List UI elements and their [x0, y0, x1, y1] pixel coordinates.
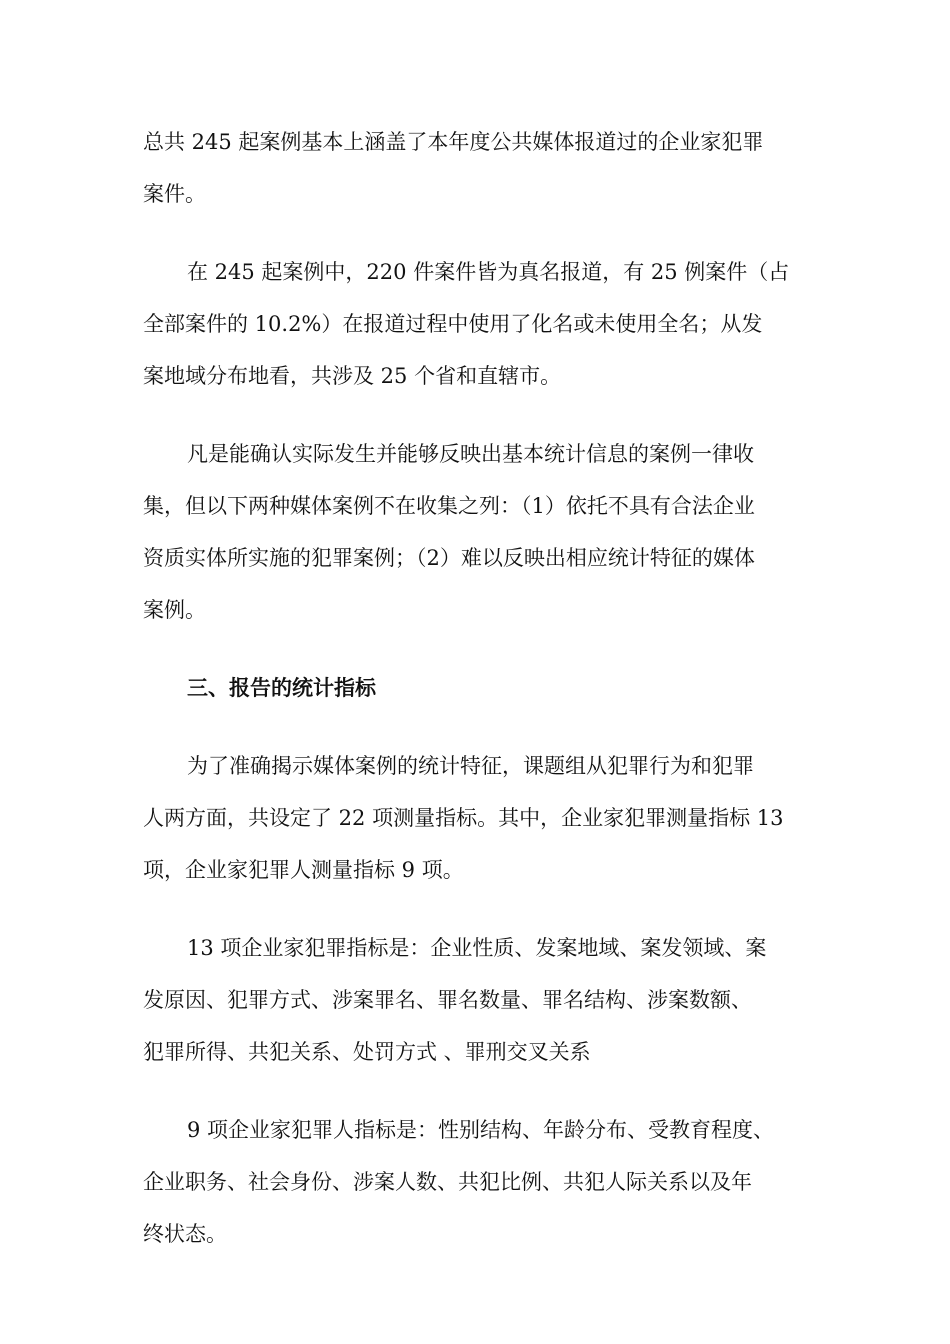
text-line: 13 项企业家犯罪指标是：企业性质、发案地域、案发领域、案: [187, 936, 767, 960]
text-line: 案地域分布地看，共涉及 25 个省和直辖市。: [143, 364, 562, 388]
paragraph-gap: [143, 896, 807, 922]
text-line: 企业职务、社会身份、涉案人数、共犯比例、共犯人际关系以及年: [143, 1170, 752, 1194]
text-line: 发原因、犯罪方式、涉案罪名、罪名数量、罪名结构、涉案数额、: [143, 988, 752, 1012]
text-line: 终状态。: [143, 1222, 227, 1246]
text-line: 凡是能确认实际发生并能够反映出基本统计信息的案例一律收: [187, 442, 754, 466]
paragraph-real-name-reports: [143, 246, 807, 402]
paragraph-crime-indicators: [143, 922, 807, 1078]
paragraph-offender-indicators: [143, 1104, 807, 1260]
text-line: 资质实体所实施的犯罪案例；（2）难以反映出相应统计特征的媒体: [143, 546, 755, 570]
text-line: 人两方面，共设定了 22 项测量指标。其中，企业家犯罪测量指标 13: [143, 806, 784, 830]
text-line: 犯罪所得、共犯关系、处罚方式 、罪刑交叉关系: [143, 1040, 591, 1064]
document-body: [143, 116, 807, 1260]
text-line: 总共 245 起案例基本上涵盖了本年度公共媒体报道过的企业家犯罪: [143, 130, 764, 154]
text-line: 集，但以下两种媒体案例不在收集之列：（1）依托不具有合法企业: [143, 494, 755, 518]
text-line: 9 项企业家犯罪人指标是：性别结构、年龄分布、受教育程度、: [187, 1118, 775, 1142]
paragraph-gap: [143, 714, 807, 740]
text-line: 在 245 起案例中，220 件案件皆为真名报道，有 25 例案件（占: [187, 260, 790, 284]
paragraph-gap: [143, 402, 807, 428]
paragraph-indicator-overview: [143, 740, 807, 896]
section-heading: 三、报告的统计指标: [187, 676, 376, 700]
paragraph-gap: [143, 636, 807, 662]
paragraph-gap: [143, 1078, 807, 1104]
text-line: 为了准确揭示媒体案例的统计特征，课题组从犯罪行为和犯罪: [187, 754, 754, 778]
paragraph-case-coverage: [143, 116, 807, 220]
text-line: 全部案件的 10.2%）在报道过程中使用了化名或未使用全名；从发: [143, 312, 763, 336]
paragraph-gap: [143, 220, 807, 246]
paragraph-collection-criteria: [143, 428, 807, 636]
text-line: 案例。: [143, 598, 206, 622]
text-line: 项，企业家犯罪人测量指标 9 项。: [143, 858, 464, 882]
text-line: 案件。: [143, 182, 206, 206]
